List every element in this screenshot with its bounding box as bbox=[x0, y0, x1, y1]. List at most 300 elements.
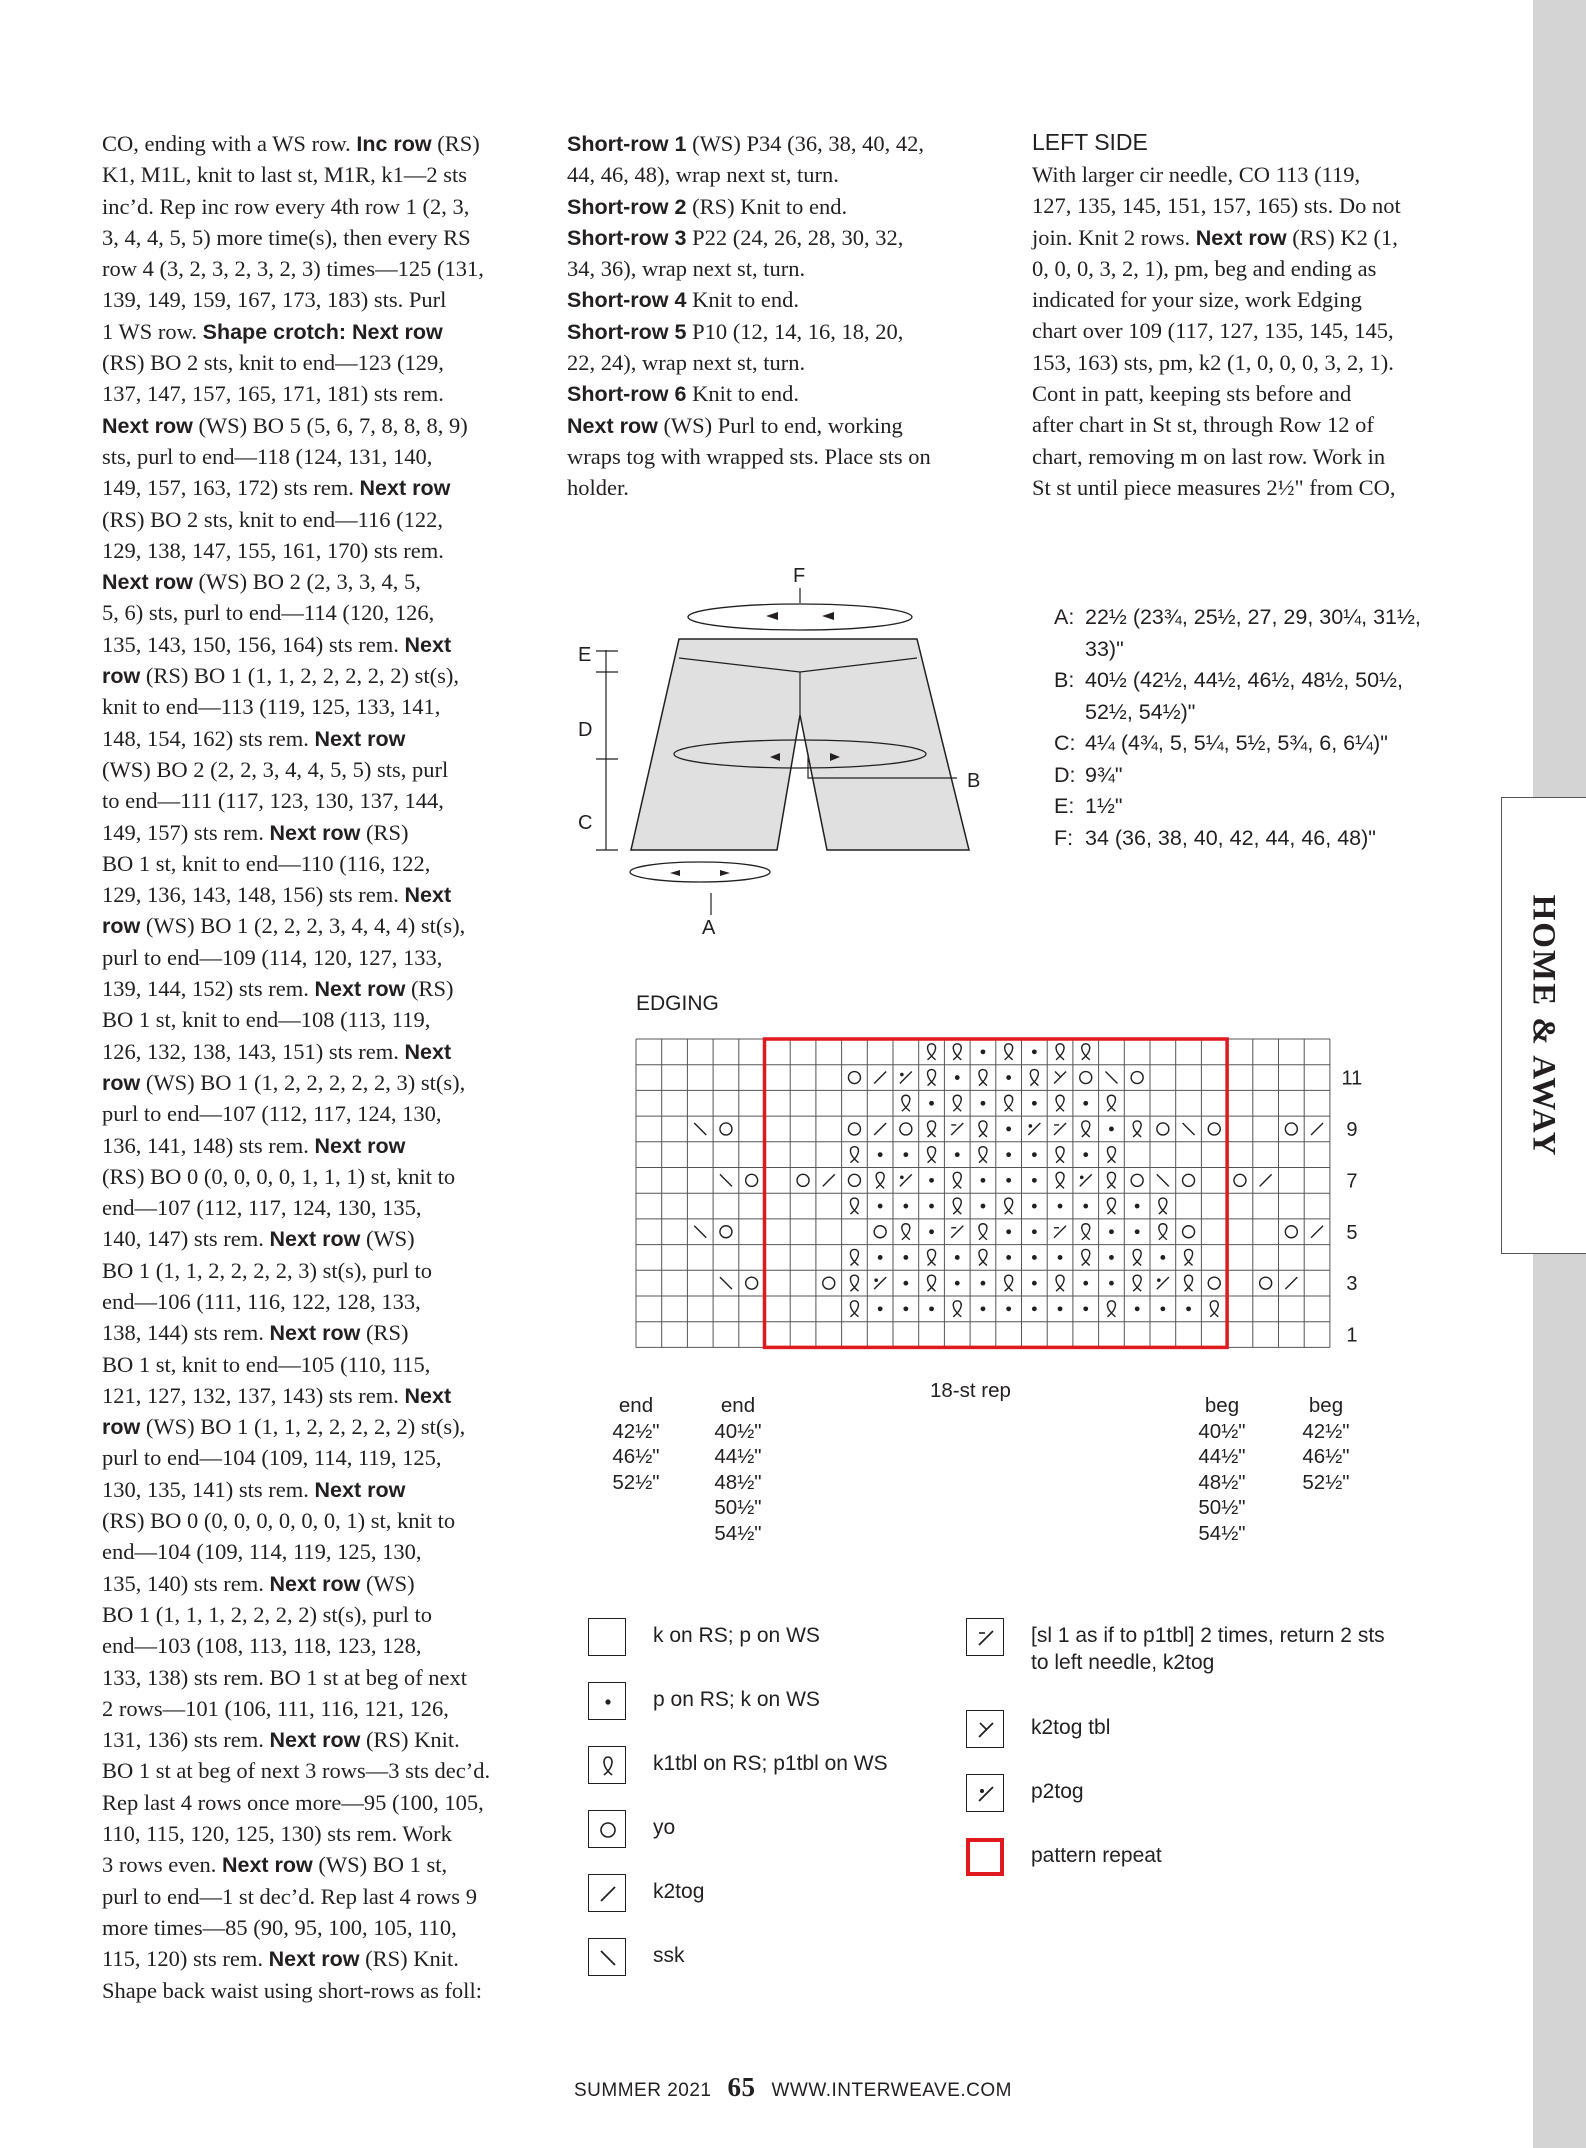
text-run: (WS) BO 1 st, bbox=[312, 1852, 448, 1878]
size-value: 42½" bbox=[612, 1419, 660, 1443]
instructions-column-2 bbox=[567, 128, 931, 504]
row-number: 7 bbox=[1346, 1170, 1358, 1193]
size-column-head: beg bbox=[1308, 1394, 1344, 1417]
text-run: St st until piece measures 2½" from CO, bbox=[1032, 474, 1396, 500]
page-number: 65 bbox=[727, 2072, 756, 2102]
chart-symbol bbox=[979, 1070, 987, 1086]
chart-symbol bbox=[981, 1204, 986, 1209]
chart-symbol bbox=[1006, 1178, 1011, 1183]
legend-label bbox=[1031, 1714, 1110, 1741]
measurement-value: 4¼ (4¾, 5, 5¼, 5½, 5¾, 6, 6¼)" bbox=[1085, 731, 1388, 755]
chart-symbol bbox=[1058, 1255, 1063, 1260]
shorts-body bbox=[631, 639, 969, 850]
bold-term: Next row bbox=[567, 413, 658, 438]
chart-symbol bbox=[929, 1306, 934, 1311]
text-line bbox=[102, 942, 490, 973]
chart-symbol bbox=[848, 1072, 860, 1084]
text-run: BO 1 st, knit to end—105 (110, 115, bbox=[102, 1351, 431, 1377]
text-run: Shape back waist using short-rows as foll: bbox=[102, 1977, 482, 2003]
text-run: (RS) Knit. bbox=[360, 1727, 460, 1753]
chart-symbol bbox=[1135, 1229, 1140, 1234]
text-run: end—103 (108, 113, 118, 123, 128, bbox=[102, 1633, 422, 1659]
chart-symbol bbox=[903, 1306, 908, 1311]
chart-symbol bbox=[1006, 1306, 1011, 1311]
text-run: purl to end—107 (112, 117, 124, 130, bbox=[102, 1101, 442, 1127]
text-line bbox=[102, 817, 490, 848]
text-line bbox=[102, 597, 490, 628]
chart-symbol bbox=[850, 1301, 858, 1317]
size-value: 40½" bbox=[714, 1419, 762, 1443]
chart-symbol bbox=[1107, 1198, 1115, 1214]
chart-symbol bbox=[929, 1229, 934, 1234]
bold-term: Short-row 4 bbox=[567, 288, 687, 313]
text-run: 153, 163) sts, pm, k2 (1, 0, 0, 0, 3, 2, 1). bbox=[1032, 349, 1394, 375]
text-run: 133, 138) sts rem. BO 1 st at beg of next bbox=[102, 1664, 467, 1690]
measurement-value: 22½ (23¾, 25½, 27, 29, 30¼, 31½, bbox=[1085, 605, 1421, 629]
chart-symbol bbox=[1234, 1174, 1246, 1186]
text-run: BO 1 st, knit to end—110 (116, 122, bbox=[102, 850, 431, 876]
text-line bbox=[102, 691, 490, 722]
chart-symbol bbox=[929, 1204, 934, 1209]
bold-term: Next bbox=[404, 1383, 452, 1408]
measurement-value: 40½ (42½, 44½, 46½, 48½, 50½, bbox=[1085, 668, 1403, 692]
page-footer bbox=[0, 2072, 1586, 2103]
left-side-heading: LEFT SIDE bbox=[1032, 129, 1148, 155]
text-line bbox=[102, 629, 490, 660]
chart-symbol bbox=[1054, 1226, 1066, 1238]
text-run: 135, 143, 150, 156, 164) sts rem. bbox=[102, 631, 405, 657]
text-line bbox=[102, 1724, 490, 1755]
chart-symbol bbox=[1006, 1255, 1011, 1260]
text-line bbox=[1032, 409, 1401, 440]
instructions-column-3 bbox=[1032, 159, 1401, 503]
chart-symbol bbox=[1006, 1127, 1011, 1132]
bold-term: row bbox=[102, 1070, 141, 1095]
instructions-column-1 bbox=[102, 128, 490, 2006]
measurement-line bbox=[1054, 602, 1421, 634]
text-run: (RS) BO 2 sts, knit to end—116 (122, bbox=[102, 506, 444, 532]
measurement-key: B: bbox=[1054, 668, 1075, 692]
chart-symbol bbox=[1082, 1121, 1090, 1137]
yo-icon bbox=[588, 1810, 626, 1848]
text-run: chart, removing m on last row. Work in bbox=[1032, 443, 1386, 469]
measurement-line bbox=[1054, 697, 1421, 729]
text-run: 135, 140) sts rem. bbox=[102, 1570, 270, 1596]
bold-term: Next row bbox=[269, 1227, 361, 1252]
chart-symbol bbox=[979, 1147, 987, 1163]
text-line bbox=[102, 284, 490, 315]
text-run: BO 1 (1, 1, 2, 2, 2, 2, 3) st(s), purl to bbox=[102, 1257, 432, 1283]
text-line bbox=[567, 472, 931, 503]
measurement-value: 34 (36, 38, 40, 42, 44, 46, 48)" bbox=[1085, 825, 1376, 850]
text-line bbox=[102, 1943, 490, 1974]
text-line bbox=[1032, 253, 1401, 284]
chart-symbol bbox=[874, 1226, 886, 1238]
chart-symbol bbox=[1157, 1277, 1169, 1289]
text-line bbox=[567, 128, 931, 159]
legend-label bbox=[653, 1814, 675, 1841]
dim-label-d: D bbox=[578, 719, 593, 741]
chart-symbol bbox=[1157, 1123, 1169, 1135]
chart-symbol bbox=[1285, 1226, 1297, 1238]
text-run: (WS) Purl to end, working bbox=[657, 412, 903, 438]
chart-symbol bbox=[1185, 1275, 1193, 1291]
text-line bbox=[102, 723, 490, 754]
chart-symbol bbox=[1083, 1152, 1088, 1157]
chart-symbol bbox=[878, 1255, 883, 1260]
chart-symbol bbox=[929, 1101, 934, 1106]
bold-term: row bbox=[102, 1415, 141, 1440]
pattern-repeat-icon bbox=[966, 1838, 1004, 1876]
knit-icon bbox=[588, 1618, 626, 1656]
text-run: K1, M1L, knit to last st, M1R, k1—2 sts bbox=[102, 162, 468, 188]
legend-label-line: [sl 1 as if to p1tbl] 2 times, return 2 sts bbox=[1031, 1624, 1385, 1647]
text-line bbox=[567, 159, 931, 190]
chart-symbol bbox=[1005, 1044, 1013, 1060]
bold-term: Short-row 1 bbox=[567, 132, 687, 156]
chart-symbol bbox=[1056, 1095, 1064, 1111]
chart-symbol bbox=[928, 1147, 936, 1163]
size-value: 48½" bbox=[714, 1470, 762, 1494]
k2tog-icon bbox=[588, 1874, 626, 1912]
text-line bbox=[102, 1192, 490, 1223]
measurement-line bbox=[1054, 760, 1421, 792]
text-line bbox=[102, 504, 490, 535]
text-line bbox=[102, 1380, 490, 1411]
text-line bbox=[102, 1223, 490, 1254]
bold-term: Next row bbox=[269, 1571, 361, 1596]
text-run: 22, 24), wrap next st, turn. bbox=[567, 350, 806, 376]
text-line bbox=[1032, 347, 1401, 378]
text-run: 127, 135, 145, 151, 157, 165) sts. Do not bbox=[1032, 193, 1401, 219]
chart-symbol bbox=[1133, 1249, 1141, 1265]
chart-symbol bbox=[1032, 1281, 1037, 1286]
text-run: 139, 144, 152) sts rem. bbox=[102, 976, 315, 1002]
size-column-end-1 bbox=[606, 1393, 666, 1495]
chart-symbol bbox=[903, 1255, 908, 1260]
chart-symbol bbox=[1107, 1095, 1115, 1111]
row-number: 11 bbox=[1341, 1067, 1363, 1090]
size-value: 50½" bbox=[1198, 1496, 1246, 1519]
text-line bbox=[102, 191, 490, 222]
chart-symbol bbox=[694, 1226, 706, 1238]
text-run: P10 (12, 14, 16, 18, 20, bbox=[686, 318, 904, 344]
bold-term: Next row bbox=[269, 820, 361, 845]
chart-symbol bbox=[850, 1147, 858, 1163]
chart-symbol bbox=[1005, 1095, 1013, 1111]
text-line bbox=[102, 1255, 490, 1286]
text-line bbox=[102, 1349, 490, 1380]
chart-symbol bbox=[981, 1281, 986, 1286]
chart-symbol bbox=[1056, 1147, 1064, 1163]
size-value: 54½" bbox=[714, 1521, 762, 1545]
measurement-value: 1½" bbox=[1085, 794, 1123, 818]
text-run: end—104 (109, 114, 119, 125, 130, bbox=[102, 1539, 422, 1565]
dim-label-b: B bbox=[967, 770, 981, 792]
text-line bbox=[102, 1693, 490, 1724]
text-run: (RS) BO 1 (1, 1, 2, 2, 2, 2, 2) st(s), bbox=[140, 663, 459, 689]
chart-symbol bbox=[1133, 1121, 1141, 1137]
chart-symbol bbox=[953, 1172, 961, 1188]
text-line bbox=[102, 378, 490, 409]
text-line bbox=[102, 1067, 490, 1098]
chart-symbol bbox=[981, 1049, 986, 1054]
text-run: 0, 0, 0, 3, 2, 1), pm, beg and ending as bbox=[1032, 255, 1377, 281]
chart-symbol bbox=[979, 1249, 987, 1265]
chart-symbol bbox=[1208, 1123, 1220, 1135]
chart-symbol bbox=[1056, 1275, 1064, 1291]
chart-symbol bbox=[953, 1198, 961, 1214]
chart-symbol bbox=[981, 1101, 986, 1106]
size-value: 48½" bbox=[1198, 1470, 1246, 1494]
bold-term: Shape crotch: Next row bbox=[202, 319, 443, 344]
text-line bbox=[102, 1411, 490, 1442]
text-run: 110, 115, 120, 125, 130) sts rem. Work bbox=[102, 1821, 452, 1847]
text-line bbox=[102, 1818, 490, 1849]
text-run: 34, 36), wrap next st, turn. bbox=[567, 256, 806, 282]
chart-symbol bbox=[1082, 1224, 1090, 1240]
text-run: BO 1 st at beg of next 3 rows—3 sts dec’d. bbox=[102, 1758, 491, 1784]
k1tbl-icon bbox=[588, 1746, 626, 1784]
chart-symbol bbox=[1107, 1172, 1115, 1188]
measurement-key: A: bbox=[1054, 605, 1075, 629]
chart-symbol bbox=[981, 1178, 986, 1183]
chart-symbol bbox=[1083, 1306, 1088, 1311]
chart-symbol bbox=[1183, 1123, 1195, 1135]
chart-symbol bbox=[1311, 1226, 1323, 1238]
size-value: 46½" bbox=[1302, 1445, 1350, 1468]
chart-symbol bbox=[874, 1123, 886, 1135]
chart-symbol bbox=[1260, 1174, 1272, 1186]
chart-symbol bbox=[1082, 1249, 1090, 1265]
text-line bbox=[102, 253, 490, 284]
chart-symbol bbox=[1032, 1152, 1037, 1157]
chart-symbol bbox=[1159, 1224, 1167, 1240]
text-run: join. Knit 2 rows. bbox=[1032, 224, 1196, 250]
shorts-schematic bbox=[560, 555, 1010, 955]
text-run: (RS) BO 0 (0, 0, 0, 0, 0, 0, 1) st, knit to bbox=[102, 1508, 456, 1534]
legend-label bbox=[653, 1622, 820, 1649]
chart-symbol bbox=[1109, 1255, 1114, 1260]
text-line bbox=[102, 754, 490, 785]
text-line bbox=[102, 879, 490, 910]
chart-symbol bbox=[1058, 1204, 1063, 1209]
measurement-key: D: bbox=[1054, 762, 1076, 787]
chart-symbol bbox=[955, 1281, 960, 1286]
chart-symbol bbox=[1083, 1204, 1088, 1209]
chart-symbol bbox=[955, 1152, 960, 1157]
legend-label-line: p2tog bbox=[1031, 1780, 1084, 1803]
text-run: 129, 138, 147, 155, 161, 170) sts rem. bbox=[102, 537, 444, 563]
chart-symbol bbox=[1056, 1044, 1064, 1060]
text-run: (WS) BO 2 (2, 2, 3, 4, 4, 5, 5) sts, purl bbox=[102, 756, 449, 782]
text-run: 149, 157, 163, 172) sts rem. bbox=[102, 475, 360, 501]
bold-term: row bbox=[102, 914, 141, 939]
bold-term: Short-row 3 bbox=[567, 225, 687, 250]
legend-label bbox=[653, 1942, 685, 1969]
measurement-line bbox=[1054, 665, 1421, 697]
k2tog-tbl-icon bbox=[966, 1710, 1004, 1748]
text-run: (WS) BO 1 (1, 1, 2, 2, 2, 2, 2) st(s), bbox=[140, 1414, 466, 1440]
waist-circumference-ellipse bbox=[688, 604, 912, 630]
chart-symbol bbox=[823, 1174, 835, 1186]
legend-label bbox=[1031, 1778, 1084, 1805]
bold-term: Next row bbox=[102, 413, 193, 438]
chart-symbol bbox=[1032, 1229, 1037, 1234]
text-line bbox=[102, 1474, 490, 1505]
text-run: 1 WS row. bbox=[102, 318, 203, 344]
chart-symbol bbox=[951, 1226, 963, 1238]
text-run: holder. bbox=[567, 475, 629, 501]
bold-term: Next row bbox=[269, 1321, 361, 1346]
text-line bbox=[102, 566, 490, 597]
chart-symbol bbox=[1285, 1123, 1297, 1135]
chart-symbol bbox=[928, 1070, 936, 1086]
text-line bbox=[102, 1912, 490, 1943]
sl-k2tog-icon bbox=[966, 1618, 1004, 1656]
chart-symbol bbox=[1056, 1172, 1064, 1188]
bold-term: Inc row bbox=[356, 132, 432, 156]
chart-symbol bbox=[1160, 1306, 1165, 1311]
text-run: (WS) BO 1 (1, 2, 2, 2, 2, 2, 3) st(s), bbox=[140, 1069, 466, 1095]
text-run: (RS) Knit. bbox=[359, 1946, 459, 1972]
text-run: 5, 6) sts, purl to end—114 (120, 126, bbox=[102, 600, 435, 626]
legend-label bbox=[653, 1750, 888, 1777]
text-run: 140, 147) sts rem. bbox=[102, 1226, 270, 1252]
text-line bbox=[567, 410, 931, 441]
chart-symbol bbox=[928, 1249, 936, 1265]
text-line bbox=[102, 222, 490, 253]
chart-symbol bbox=[1183, 1226, 1195, 1238]
text-line bbox=[1032, 284, 1401, 315]
text-run: (WS) bbox=[360, 1226, 415, 1252]
chart-symbol bbox=[1159, 1198, 1167, 1214]
chart-symbol bbox=[953, 1044, 961, 1060]
legend-label-line: to left needle, k2tog bbox=[1031, 1651, 1215, 1674]
chart-symbol bbox=[874, 1277, 886, 1289]
text-line bbox=[102, 1568, 490, 1599]
chart-symbol bbox=[1032, 1204, 1037, 1209]
row-number: 3 bbox=[1346, 1273, 1358, 1296]
chart-symbol bbox=[1107, 1147, 1115, 1163]
text-run: (RS) bbox=[405, 976, 454, 1002]
text-line bbox=[102, 1662, 490, 1693]
chart-symbol bbox=[1260, 1277, 1272, 1289]
text-run: (RS) BO 0 (0, 0, 0, 0, 1, 1, 1) st, knit to bbox=[102, 1163, 456, 1189]
chart-symbol bbox=[979, 1121, 987, 1137]
chart-symbol bbox=[1080, 1072, 1092, 1084]
chart-symbol bbox=[720, 1123, 732, 1135]
chart-symbol bbox=[876, 1172, 884, 1188]
size-column-end-2 bbox=[706, 1393, 770, 1546]
measurement-line bbox=[1054, 634, 1421, 666]
text-run: row 4 (3, 2, 3, 2, 3, 2, 3) times—125 (131, bbox=[102, 256, 484, 282]
text-run: 148, 154, 162) sts rem. bbox=[102, 725, 315, 751]
size-column-head: end bbox=[720, 1394, 756, 1417]
chart-symbol bbox=[1054, 1123, 1066, 1135]
chart-symbol bbox=[878, 1152, 883, 1157]
size-column-head: end bbox=[618, 1394, 654, 1417]
chart-symbol bbox=[720, 1277, 732, 1289]
text-run: (RS) bbox=[360, 1320, 409, 1346]
chart-symbol bbox=[1311, 1123, 1323, 1135]
text-run: 149, 157) sts rem. bbox=[102, 819, 270, 845]
text-run: 136, 141, 148) sts rem. bbox=[102, 1132, 315, 1158]
chart-symbol bbox=[694, 1123, 706, 1135]
text-line bbox=[102, 1787, 490, 1818]
chart-symbol bbox=[1083, 1101, 1088, 1106]
bold-term: Next row bbox=[1195, 225, 1287, 250]
chart-symbol bbox=[900, 1174, 912, 1186]
text-run: 129, 136, 143, 148, 156) sts rem. bbox=[102, 882, 405, 908]
chart-symbol bbox=[1006, 1075, 1011, 1080]
text-line bbox=[102, 1536, 490, 1567]
chart-symbol bbox=[1028, 1123, 1040, 1135]
text-line bbox=[102, 410, 490, 441]
text-line bbox=[567, 441, 931, 472]
chart-symbol bbox=[1006, 1229, 1011, 1234]
size-value: 50½" bbox=[714, 1496, 762, 1519]
chart-title: EDGING bbox=[636, 992, 719, 1015]
text-run: inc’d. Rep inc row every 4th row 1 (2, 3, bbox=[102, 193, 470, 219]
chart-symbol bbox=[1032, 1178, 1037, 1183]
text-run: BO 1 (1, 1, 1, 2, 2, 2, 2) st(s), purl to bbox=[102, 1601, 432, 1627]
measurement-value: 9¾" bbox=[1085, 762, 1123, 787]
chart-symbol bbox=[903, 1152, 908, 1157]
legend-label-line: p on RS; k on WS bbox=[653, 1688, 820, 1711]
text-run: 115, 120) sts rem. bbox=[102, 1946, 269, 1972]
dim-label-c: C bbox=[578, 812, 593, 834]
text-line bbox=[567, 191, 931, 222]
legend-label bbox=[1031, 1622, 1385, 1676]
size-column-beg-2 bbox=[1296, 1393, 1356, 1495]
measurements-list bbox=[1054, 602, 1421, 854]
text-run: (RS) bbox=[431, 131, 480, 156]
text-run: 131, 136) sts rem. bbox=[102, 1727, 270, 1753]
text-run: 126, 132, 138, 143, 151) sts rem. bbox=[102, 1038, 405, 1064]
text-line bbox=[102, 1098, 490, 1129]
text-line bbox=[102, 316, 490, 347]
chart-symbol bbox=[850, 1275, 858, 1291]
chart-symbol bbox=[848, 1123, 860, 1135]
text-run: CO, ending with a WS row. bbox=[102, 131, 357, 156]
text-line bbox=[567, 222, 931, 253]
legend-label-line: pattern repeat bbox=[1031, 1844, 1162, 1867]
legend-label-line: ssk bbox=[653, 1944, 685, 1967]
measurement-line bbox=[1054, 791, 1421, 823]
chart-symbol bbox=[1109, 1281, 1114, 1286]
size-column-head: beg bbox=[1204, 1394, 1240, 1417]
chart-symbol bbox=[1185, 1249, 1193, 1265]
size-value: 42½" bbox=[1302, 1419, 1350, 1443]
chart-symbol bbox=[981, 1306, 986, 1311]
chart-symbol bbox=[902, 1224, 910, 1240]
text-line bbox=[102, 159, 490, 190]
text-run: 44, 46, 48), wrap next st, turn. bbox=[567, 162, 839, 188]
text-line bbox=[102, 1161, 490, 1192]
chart-symbol bbox=[1109, 1127, 1114, 1132]
chart-symbol bbox=[1082, 1044, 1090, 1060]
text-run: 3 rows even. bbox=[102, 1852, 222, 1878]
text-run: P22 (24, 26, 28, 30, 32, bbox=[686, 224, 904, 250]
text-run: wraps tog with wrapped sts. Place sts on bbox=[567, 443, 931, 469]
chart-symbol bbox=[1032, 1306, 1037, 1311]
text-run: chart over 109 (117, 127, 135, 145, 145, bbox=[1032, 318, 1394, 344]
text-run: (RS) bbox=[360, 819, 409, 845]
bold-term: Next bbox=[404, 1039, 452, 1064]
bold-term: Next row bbox=[268, 1947, 360, 1972]
text-run: (WS) bbox=[360, 1570, 415, 1596]
